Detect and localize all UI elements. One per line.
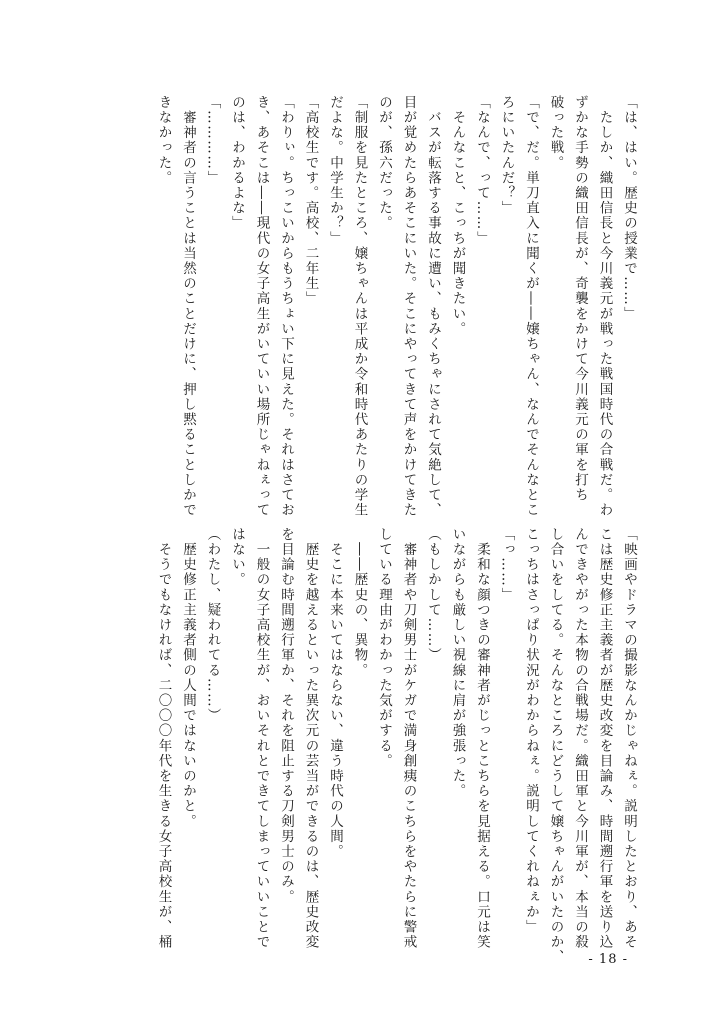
text-line: 破った戦。: [547, 95, 564, 171]
text-line: そうでもなければ、二〇〇〇年代を生きる女子高校生が、桶: [155, 527, 172, 950]
text-line: き、あそこは――現代の女子高生がいていい場所じゃねぇって: [253, 95, 270, 518]
text-line: いながらも厳しい視線に肩が強張った。: [449, 527, 466, 799]
text-line: 「制服を見たところ、嬢ちゃんは平成か令和時代あたりの学生: [351, 95, 368, 518]
text-line: している理由がわかった気がする。: [376, 527, 392, 769]
text-line: 柔和な顔つきの審神者がじっとこちらを見据える。口元は笑: [474, 527, 490, 950]
text-line: そんなこと、こっちが聞きたい。: [449, 95, 466, 337]
text-line: そこに本来いてはならない、違う時代の人間。: [327, 527, 343, 860]
text-line: 歴史修正主義者側の人間ではないのかと。: [180, 527, 196, 829]
text-line: 一般の女子高校生が、おいそれとできてしまっていいことで: [253, 527, 270, 950]
text-line: 「わりぃ。ちっこいからもうちょい下に見えた。それはさてお: [278, 95, 294, 518]
text-line: ろにいたんだ？」: [498, 95, 515, 216]
text-line: 目が覚めたらあそこにいた。そこにやってきて声をかけてきた: [400, 95, 417, 518]
text-line: ――歴史の、異物。: [351, 527, 368, 678]
text-line: 「で、だ。単刀直入に聞くが――嬢ちゃん、なんでそんなとこ: [523, 95, 539, 518]
text-line: こっちはさっぱり状況がわからねぇ。説明してくれねぇか」: [523, 527, 539, 935]
text-line: 「映画やドラマの撮影なんかじゃねぇ。説明したとおり、あそ: [621, 527, 637, 950]
text-line: （もしかして……）: [425, 527, 441, 663]
text-line: 審神者や刀剣男士がケガで満身創痍のこちらをやたらに警戒: [400, 527, 417, 950]
text-line: こは歴史修正主義者が歴史改変を目論み、時間遡行軍を送り込: [596, 527, 613, 950]
text-line: きなかった。: [155, 95, 172, 186]
text-line: 「高校生です。高校、二年生」: [302, 95, 319, 307]
text-line: ずかな手勢の織田信長が、奇襲をかけて今川義元の軍を打ち: [572, 95, 588, 503]
text-line: んできやがった本物の合戦場だ。織田軍と今川軍が、本当の殺: [572, 527, 588, 950]
text-line: のが、孫六だった。: [376, 95, 392, 231]
text-line: （わたし、疑われてる……）: [204, 527, 221, 724]
text-block-top: [151, 95, 641, 518]
text-line: だよな。中学生か？」: [327, 95, 343, 246]
text-line: を目論む時間遡行軍か、それを阻止する刀剣男士のみ。: [278, 527, 294, 905]
text-line: 「なんで、って……」: [474, 95, 490, 246]
text-line: し合いをしてる。そんなところにどうして嬢ちゃんがいたのか、: [547, 527, 564, 965]
text-line: 「…………」: [204, 95, 221, 186]
text-line: 「っ……」: [498, 527, 515, 603]
text-line: バスが転落する事故に遭い、もみくちゃにされて気絶して、: [425, 95, 441, 518]
text-line: 審神者の言うことは当然のことだけに、押し黙ることしかで: [180, 95, 196, 518]
text-line: たしか、織田信長と今川義元が戦った戦国時代の合戦だ。わ: [596, 95, 613, 518]
text-line: のは、わかるよな」: [229, 95, 245, 231]
text-line: 歴史を越えるといった異次元の芸当ができるのは、歴史改変: [302, 527, 319, 950]
text-line: 「は、はい。歴史の授業で……」: [621, 95, 637, 322]
page-number: - 18 -: [588, 952, 628, 967]
text-line: はない。: [229, 527, 245, 588]
